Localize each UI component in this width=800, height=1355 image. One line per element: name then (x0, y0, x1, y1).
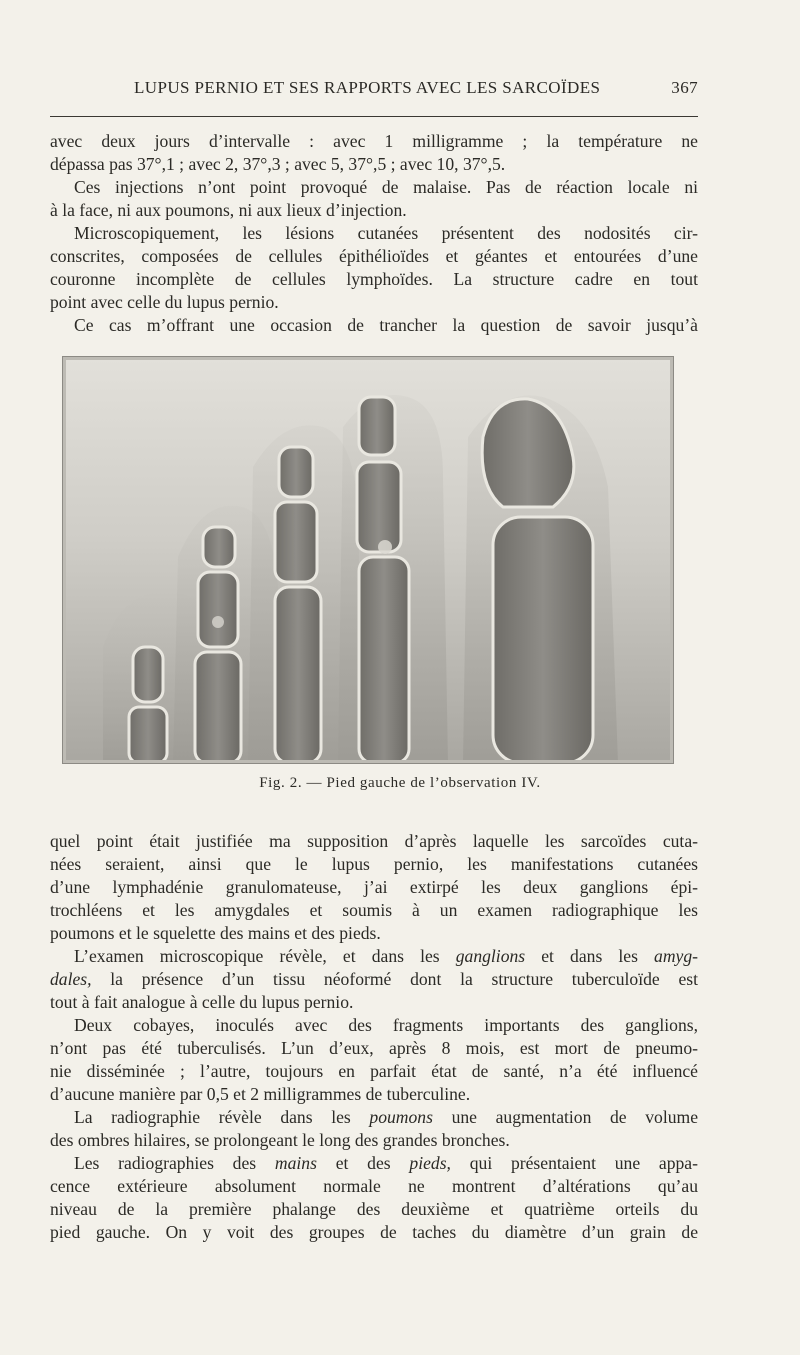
text-line: trochléens et les amygdales et soumis à un examen radiographique les (50, 900, 698, 920)
text-line: des ombres hilaires, se prolongeant le long des grandes bronches. (50, 1130, 510, 1150)
text-line: pied gauche. On y voit des groupes de taches du diamètre d’un grain de (50, 1222, 698, 1242)
text-line: Ces injections n’ont point provoqué de malaise. Pas de réaction locale ni (74, 177, 698, 197)
text-line: nie disséminée ; l’autre, toujours en parfait état de santé, n’a été influencé (50, 1061, 698, 1081)
header-rule (50, 116, 698, 117)
text-line: niveau de la première phalange des deuxième et quatrième orteils du (50, 1199, 698, 1219)
text-line: conscrites, composées de cellules épithélioïdes et géantes et entourées d’une (50, 246, 698, 266)
running-title: LUPUS PERNIO ET SES RAPPORTS AVEC LES SARCOÏDES (134, 78, 601, 97)
xray-figure (62, 356, 674, 764)
text-line: L’examen microscopique révèle, et dans les ganglions et dans les amyg- (74, 946, 698, 966)
running-header (50, 78, 698, 104)
text-line: à la face, ni aux poumons, ni aux lieux d’injection. (50, 200, 407, 220)
foot-xray-image (63, 357, 673, 763)
text-line: La radiographie révèle dans les poumons une augmentation de volume (74, 1107, 698, 1127)
text-line: cence extérieure absolument normale ne montrent d’altérations qu’au (50, 1176, 698, 1196)
text-line: tout à fait analogue à celle du lupus pernio. (50, 992, 354, 1012)
text-line: nées seraient, ainsi que le lupus pernio, les manifestations cutanées (50, 854, 698, 874)
text-line: couronne incomplète de cellules lymphoïdes. La structure cadre en tout (50, 269, 698, 289)
text-line: point avec celle du lupus pernio. (50, 292, 279, 312)
text-line: Microscopiquement, les lésions cutanées présentent des nodosités cir- (74, 223, 698, 243)
figure-caption: Fig. 2. — Pied gauche de l’observation IV. (259, 775, 541, 791)
page-number: 367 (671, 78, 698, 97)
text-line: poumons et le squelette des mains et des pieds. (50, 923, 381, 943)
text-line: dales, la présence d’un tissu néoformé dont la structure tuberculoïde est (50, 969, 698, 989)
text-line: avec deux jours d’intervalle : avec 1 milligramme ; la température ne (50, 131, 698, 151)
text-line: Deux cobayes, inoculés avec des fragments importants des ganglions, (74, 1015, 698, 1035)
text-block-bottom (50, 830, 698, 1244)
text-line: Ce cas m’offrant une occasion de trancher la question de savoir jusqu’à (74, 315, 698, 335)
text-line: Les radiographies des mains et des pieds, qui présentaient une appa- (74, 1153, 698, 1173)
text-line: n’ont pas été tuberculisés. L’un d’eux, après 8 mois, est mort de pneumo- (50, 1038, 698, 1058)
text-block-top (50, 130, 698, 337)
text-line: d’aucune manière par 0,5 et 2 milligrammes de tuberculine. (50, 1084, 471, 1104)
text-line: dépassa pas 37°,1 ; avec 2, 37°,3 ; avec 5, 37°,5 ; avec 10, 37°,5. (50, 154, 506, 174)
text-line: quel point était justifiée ma supposition d’après laquelle les sarcoïdes cuta- (50, 831, 698, 851)
text-line: d’une lymphadénie granulomateuse, j’ai extirpé les deux ganglions épi- (50, 877, 698, 897)
